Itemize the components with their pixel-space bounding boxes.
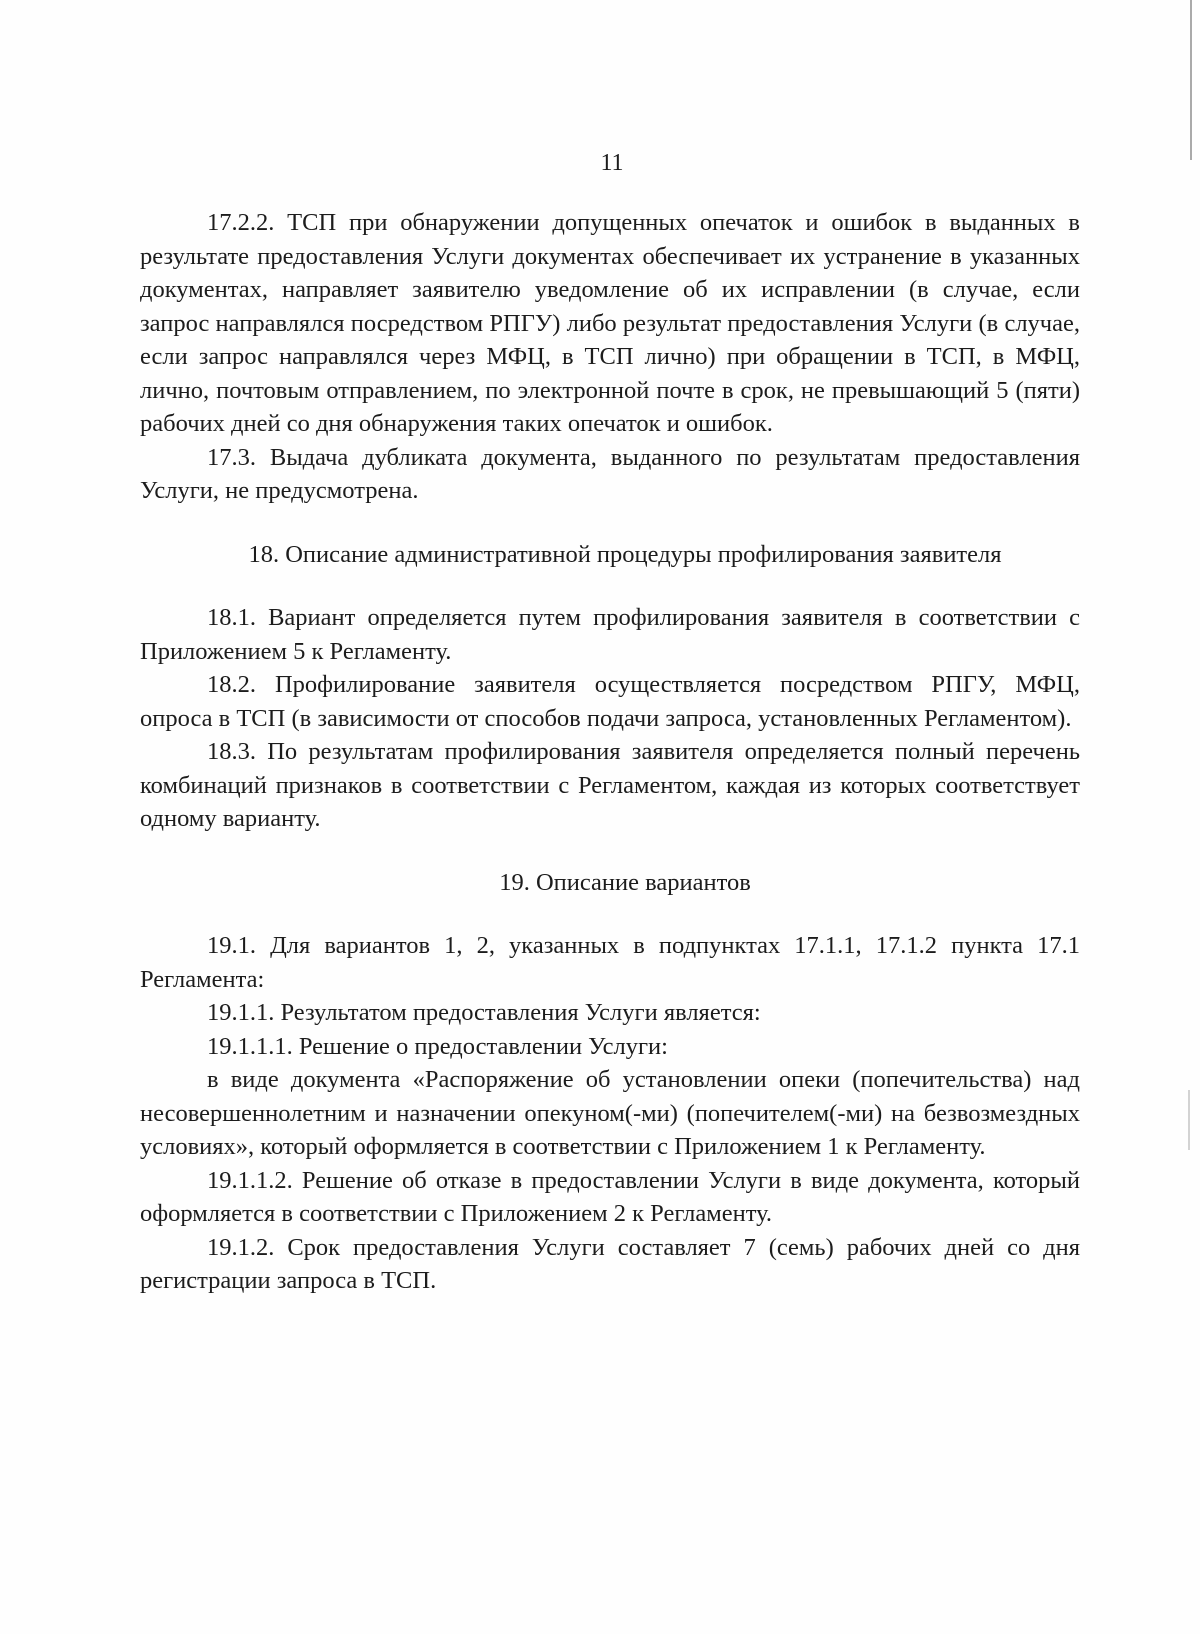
section-heading-19: 19. Описание вариантов [499,868,751,896]
page-number: 11 [600,150,624,176]
paragraph-17-3: 17.3. Выдача дубликата документа, выданного по результатам предоставления Услуги, не предусмотрена. [140,443,1080,504]
paragraph-18-3: 18.3. По результатам профилирования заявителя определяется полный перечень комбинаций признаков в соответствии с Регламентом, каждая из которых соответствует одному варианту. [140,738,1080,832]
paragraph-17-2-2: 17.2.2. ТСП при обнаружении допущенных опечаток и ошибок в выданных в результате предоставления Услуги документах обеспечивает их устранение в указанных документах, направляет заявителю уведомление об их исправлении (в случае, если запрос направлялся посредством РПГУ) либо результат предоставления Услуги (в случае, если запрос направлялся через МФЦ, в ТСП лично) при обращении в ТСП, в МФЦ, лично, почтовым отправлением, по электронной почте в срок, не превышающий 5 (пяти) рабочих дней со дня обнаружения таких опечаток и ошибок. [140,209,1080,437]
paragraph-19-1-1-1: 19.1.1.1. Решение о предоставлении Услуги: [207,1032,668,1060]
paragraph-19-1-2: 19.1.2. Срок предоставления Услуги составляет 7 (семь) рабочих дней со дня регистрации запроса в ТСП. [140,1233,1080,1294]
paragraph-19-1-1-2: 19.1.1.2. Решение об отказе в предоставлении Услуги в виде документа, который оформляется в соответствии с Приложением 2 к Регламенту. [140,1166,1080,1227]
paragraph-19-1-1: 19.1.1. Результатом предоставления Услуги является: [207,999,761,1026]
scan-edge-mark [1190,0,1192,160]
document-body [140,206,1080,1298]
scan-edge-mark [1188,1090,1190,1150]
paragraph-18-2: 18.2. Профилирование заявителя осуществляется посредством РПГУ, МФЦ, опроса в ТСП (в зависимости от способов подачи запроса, установленных Регламентом). [140,671,1080,732]
paragraph-19-1: 19.1. Для вариантов 1, 2, указанных в подпунктах 17.1.1, 17.1.2 пункта 17.1 Регламента: [140,932,1080,993]
section-heading-18: 18. Описание административной процедуры профилирования заявителя [248,540,1002,568]
paragraph-18-1: 18.1. Вариант определяется путем профилирования заявителя в соответствии с Приложением 5 к Регламенту. [140,604,1080,665]
paragraph-decision-document: в виде документа «Распоряжение об установлении опеки (попечительства) над несовершеннолетним и назначении опекуном(-ми) (попечителем(-ми) на безвозмездных условиях», который оформляется в соответствии с Приложением 1 к Регламенту. [140,1066,1080,1160]
